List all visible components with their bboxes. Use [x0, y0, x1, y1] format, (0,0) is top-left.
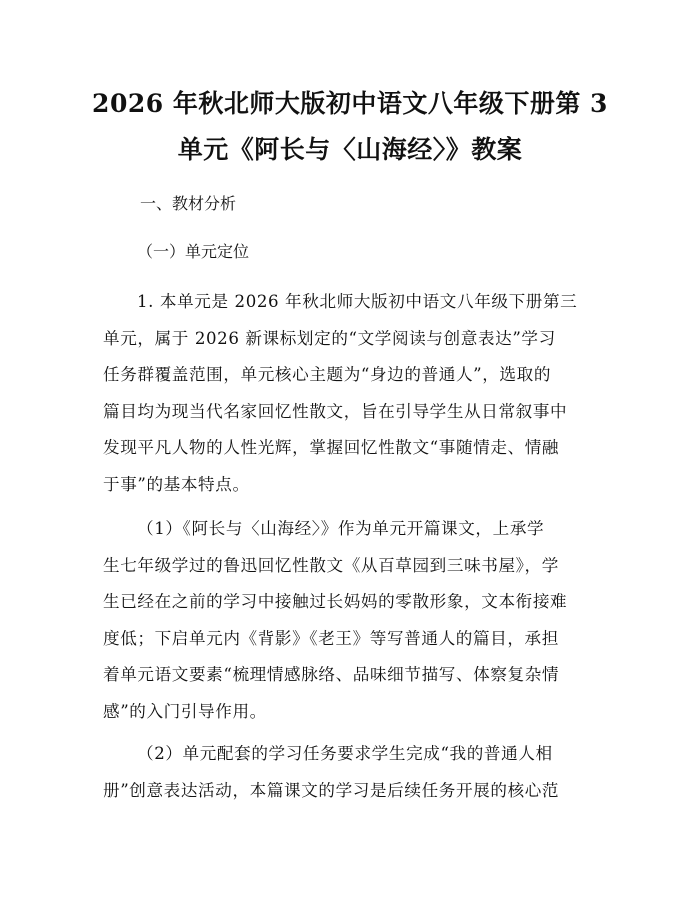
paragraph-line: 任务群覆盖范围，单元核心主题为“身边的普通人”，选取的 [103, 365, 552, 384]
document-title-line-2: 单元《阿长与〈山海经〉》教案 [177, 135, 523, 164]
section-heading: 一、教材分析 [140, 194, 237, 213]
paragraph-line: 于事”的基本特点。 [103, 474, 250, 494]
paragraph-2 [103, 511, 603, 730]
paragraph-line: 1. 本单元是 2026 年秋北师大版初中语文八年级下册第三 [137, 292, 578, 311]
paragraph-1 [103, 284, 603, 503]
paragraph-line: 着单元语文要素“梳理情感脉络、品味细节描写、体察复杂情 [103, 665, 560, 684]
paragraph-line: 篇目均为现当代名家回忆性散文，旨在引导学生从日常叙事中 [103, 401, 568, 421]
paragraph-line: 册”创意表达活动，本篇课文的学习是后续任务开展的核心范 [103, 780, 560, 800]
paragraph-line: （1）《阿长与〈山海经〉》作为单元开篇课文，上承学 [137, 519, 545, 538]
paragraph-line: （2）单元配套的学习任务要求学生完成“我的普通人相 [137, 744, 553, 763]
paragraph-line: 生已经在之前的学习中接触过长妈妈的零散形象，文本衔接难 [103, 592, 568, 611]
paragraph-line: 发现平凡人物的人性光辉，掌握回忆性散文“事随情走、情融 [103, 438, 560, 457]
paragraph-line: 生七年级学过的鲁迅回忆性散文《从百草园到三味书屋》，学 [103, 555, 559, 575]
paragraph-3 [103, 736, 603, 809]
paragraph-line: 感”的入门引导作用。 [103, 701, 267, 721]
document-title-line-1: 2026 年秋北师大版初中语文八年级下册第 3 [92, 89, 608, 118]
paragraph-line: 度低；下启单元内《背影》《老王》等写普通人的篇目，承担 [103, 628, 559, 648]
subsection-heading: （一）单元定位 [137, 242, 250, 261]
paragraph-line: 单元，属于 2026 新课标划定的“文学阅读与创意表达”学习 [103, 328, 556, 348]
